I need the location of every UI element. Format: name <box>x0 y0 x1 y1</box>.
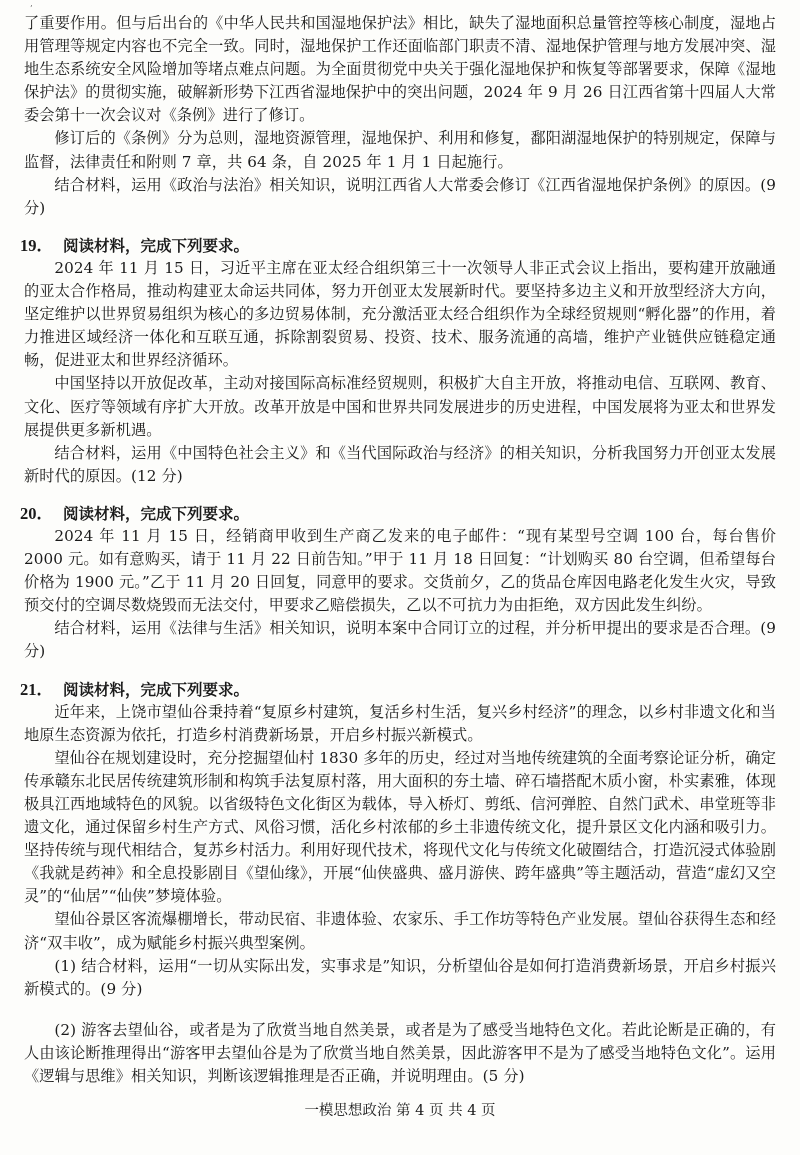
q18-task: 结合材料，运用《政治与法治》相关知识，说明江西省人大常委会修订《江西省湿地保护条例》的原因。(9 分) <box>24 175 776 217</box>
q18-material-paragraph-2: 修订后的《条例》分为总则，湿地资源管理，湿地保护、利用和修复，鄱阳湖湿地保护的特别规定，保障与监督，法律责任和附则 7 章，共 64 条，自 2025 年 1 月 1 日起施行。 <box>24 129 776 171</box>
q21-number: 21． <box>20 679 53 699</box>
question-19 <box>20 234 776 488</box>
q21-task-1: (1) 结合材料，运用“一切从实际出发，实事求是”知识，分析望仙谷是如何打造消费新场景，开启乡村振兴新模式的。(9 分) <box>24 956 776 998</box>
q18-material-paragraph-1: 了重要作用。但与后出台的《中华人民共和国湿地保护法》相比，缺失了湿地面积总量管控等核心制度，湿地占用管理等规定内容也不完全一致。同时，湿地保护工作还面临部门职责不清、湿地保护管理与地方发展冲突、湿地生态系统安全风险增加等堵点难点问题。为全面贯彻党中央关于强化湿地保护和恢复等部署要求，保障《湿地保护法》的贯彻实施，破解新形势下江西省湿地保护中的突出问题，2024 年 9 月 26 日江西省第十四届人大常委会第十一次会议对《条例》进行了修订。 <box>24 14 776 125</box>
q20-task: 结合材料，运用《法律与生活》相关知识，说明本案中合同订立的过程，并分析甲提出的要求是否合理。(9 分) <box>24 619 776 661</box>
q20-heading <box>20 502 776 525</box>
q21-heading <box>20 678 776 701</box>
q20-material-paragraph-1: 2024 年 11 月 15 日，经销商甲收到生产商乙发来的电子邮件：“现有某型号空调 100 台，每台售价 2000 元。如有意购买，请于 11 月 22 日前告知。”甲于 11 月 18 日回复：“计划购买 80 台空调，但希望每台价格为 1900 元。”乙于 11 月 20 日回复，同意甲的要求。交货前夕，乙的货品仓库因电路老化发生火灾，导致预交付的空调尽数烧毁而无法交付，甲要求乙赔偿损失，乙以不可抗力为由拒绝，双方因此发生纠纷。 <box>24 526 776 615</box>
q19-task: 结合材料，运用《中国特色社会主义》和《当代国际政治与经济》的相关知识，分析我国努力开创亚太发展新时代的原因。(12 分) <box>24 443 776 485</box>
q19-number: 19． <box>20 235 53 255</box>
q21-material-paragraph-3: 望仙谷景区客流爆棚增长，带动民宿、非遗体验、农家乐、手工作坊等特色产业发展。望仙谷获得生态和经济“双丰收”，成为赋能乡村振兴典型案例。 <box>24 910 776 952</box>
corner-mark: ’ <box>30 4 33 13</box>
q19-title: 阅读材料，完成下列要求。 <box>63 235 250 255</box>
q19-heading <box>20 234 776 257</box>
page-content <box>20 12 776 1088</box>
q21-material-paragraph-1: 近年来，上饶市望仙谷秉持着“复原乡村建筑，复活乡村生活，复兴乡村经济”的理念，以乡村非遗文化和当地原生态资源为依托，打造乡村消费新场景，开启乡村振兴新模式。 <box>24 702 776 744</box>
question-21 <box>20 678 776 1089</box>
q21-task-2: (2) 游客去望仙谷，或者是为了欣赏当地自然美景，或者是为了感受当地特色文化。若此论断是正确的，有人由该论断推理得出“游客甲去望仙谷是为了欣赏当地自然美景，因此游客甲不是为了感受当地特色文化”。运用《逻辑与思维》相关知识，判断该逻辑推理是否正确，并说明理由。(5 分) <box>24 1020 776 1086</box>
q19-material-paragraph-1: 2024 年 11 月 15 日，习近平主席在亚太经合组织第三十一次领导人非正式会议上指出，要构建开放融通的亚太合作格局，推动构建亚太命运共同体，努力开创亚太发展新时代。要坚持多边主义和开放型经济大方向，坚定维护以世界贸易组织为核心的多边贸易体制，充分激活亚太经合组织作为全球经贸规则“孵化器”的作用，着力推进区域经济一体化和互联互通，拆除割裂贸易、投资、技术、服务流通的高墙，维护产业链供应链稳定通畅，促进亚太和世界经济循环。 <box>24 258 776 370</box>
question-18-continuation <box>24 12 776 220</box>
q19-material-paragraph-2: 中国坚持以开放促改革，主动对接国际高标准经贸规则，积极扩大自主开放，将推动电信、互联网、教育、文化、医疗等领域有序扩大开放。改革开放是中国和世界共同发展进步的历史进程，中国发展将为亚太和世界发展提供更多新机遇。 <box>24 374 776 439</box>
question-20 <box>20 502 776 664</box>
q21-material-paragraph-2: 望仙谷在规划建设时，充分挖掘望仙村 1830 多年的历史，经过对当地传统建筑的全面考察论证分析，确定传承赣东北民居传统建筑形制和构筑手法复原村落，用大面积的夯土墙、碎石墙搭配木质小窗，朴实素雅，体现极具江西地域特色的风貌。以省级特色文化街区为载体，导入桥灯、剪纸、信河弹腔、自然门武术、串堂班等非遗文化，通过保留乡村生产方式、风俗习惯，活化乡村浓郁的乡土非遗传统文化，提升景区文化内涵和吸引力。坚持传统与现代相结合，复苏乡村活力。利用好现代技术，将现代文化与传统文化破圈结合，打造沉浸式体验剧《我就是药神》和全息投影剧目《望仙缘》，开展“仙侠盛典、盛月游侠、跨年盛典”等主题活动，营造“虚幻又空灵”的“仙居”“仙侠”梦境体验。 <box>24 748 776 906</box>
q20-title: 阅读材料，完成下列要求。 <box>63 503 250 523</box>
page-footer: 一模思想政治 第 4 页 共 4 页 <box>304 1103 496 1119</box>
q21-title: 阅读材料，完成下列要求。 <box>63 679 250 699</box>
q20-number: 20． <box>20 503 53 523</box>
